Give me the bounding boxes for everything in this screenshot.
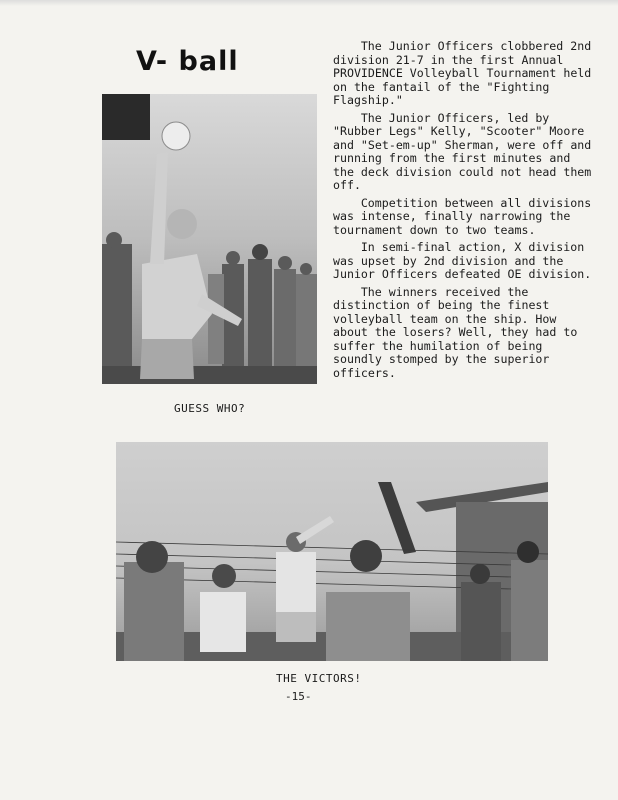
photo-guess-who-image [102,94,317,384]
photo-caption-the-victors: THE VICTORS! [276,672,362,685]
article-paragraph: In semi-final action, X division was upset by 2nd division and the Junior Officers defeated OE division. [333,240,592,281]
article-paragraph: The winners received the distinction of being the finest volleyball team on the ship. How about the losers? Well, they had to suffer the humilation of being soundly stomped by the superior officers. [333,284,578,380]
photo-caption-guess-who: GUESS WHO? [174,402,246,415]
page-edge [0,0,618,6]
article-paragraph: The Junior Officers clobbered 2nd division 21-7 in the first Annual PROVIDENCE Volleyball Tournament held on the fantail of the "Fighting Flagship." [333,39,592,107]
article-body [333,40,595,384]
photo-the-victors-image [116,442,548,661]
photo-the-victors [116,442,548,661]
article-paragraph: Competition between all divisions was intense, finally narrowing the tournament down to two teams. [333,195,592,237]
page-number: -15- [285,690,312,703]
photo-guess-who [102,94,317,384]
article-title: V- ball [136,46,239,77]
article-paragraph: The Junior Officers, led by "Rubber Legs" Kelly, "Scooter" Moore and "Set-em-up" Sherman, were off and running from the first minutes and the deck division could not head them off. [333,110,592,192]
